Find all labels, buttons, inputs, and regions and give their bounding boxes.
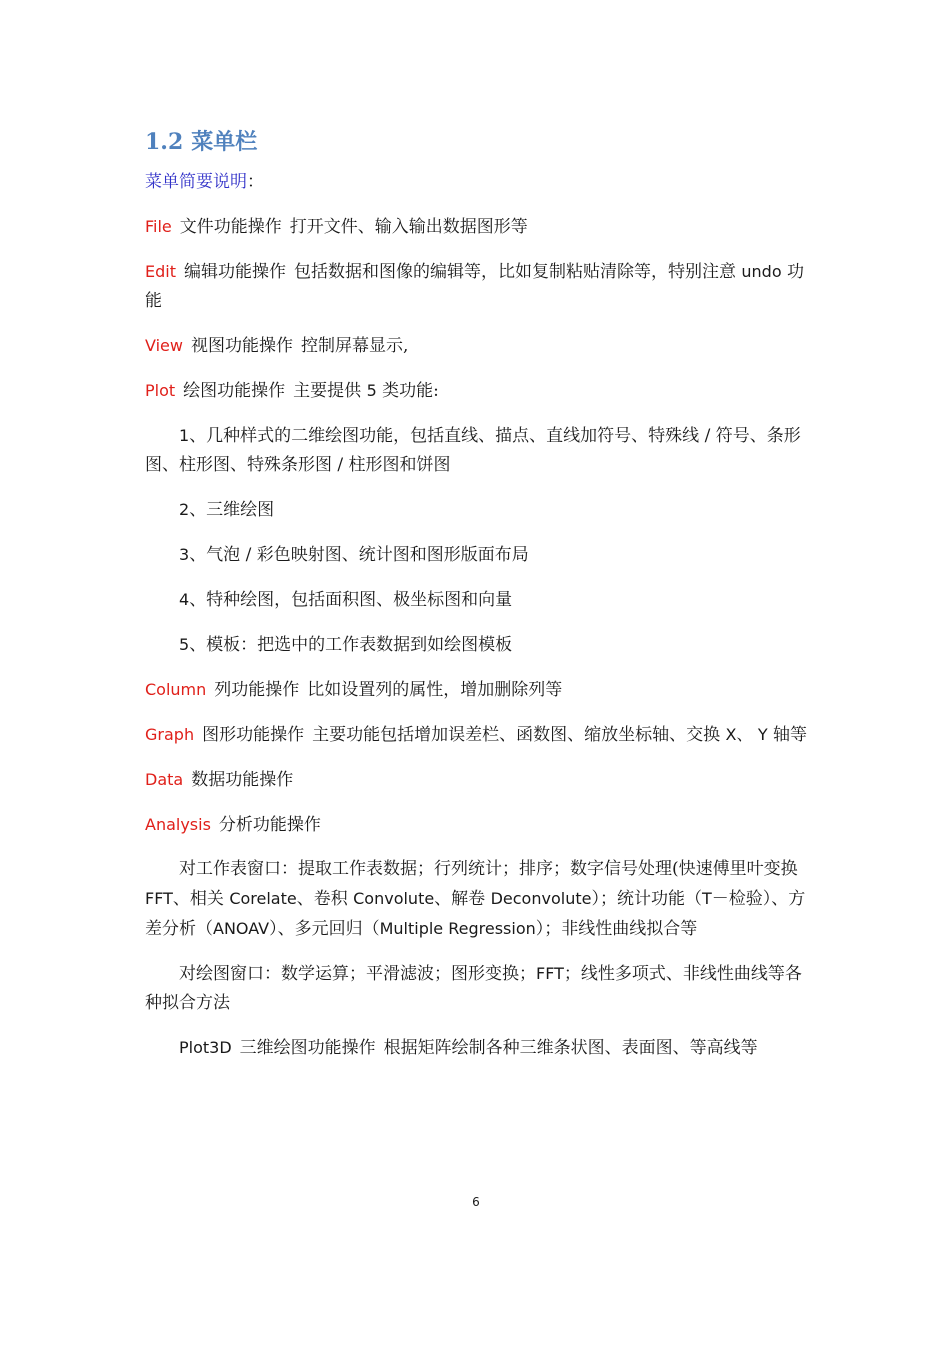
menu-plot-desc-num: 5 — [366, 381, 377, 400]
analysis-ws-fft: FFT — [145, 889, 173, 908]
analysis-ws-text-7: ）、多元回归（ — [269, 919, 380, 939]
menu-graph-entry — [145, 720, 810, 750]
plot-item-4 — [145, 585, 810, 615]
menu-column-entry — [145, 675, 810, 705]
menu-plot-entry — [145, 376, 810, 406]
menu-edit-desc: 包括数据和图像的编辑等，比如复制粘贴清除等，特别注意 — [293, 262, 736, 282]
section-number: 1.2 — [145, 129, 184, 155]
menu-edit-undo: undo — [741, 262, 782, 281]
menu-keyword-graph: Graph — [145, 725, 195, 744]
analysis-ws-text-8: ）；非线性曲线拟合等 — [535, 919, 698, 939]
menu-view-desc: 控制屏幕显示, — [300, 336, 409, 356]
analysis-ws-deconvolute: Deconvolute — [490, 889, 592, 908]
plot-item-2 — [145, 495, 810, 525]
menu-analysis-name: 分析功能操作 — [218, 815, 321, 835]
plot3d-keyword: Plot3D — [179, 1038, 232, 1057]
menu-edit-name: 编辑功能操作 — [183, 262, 286, 282]
section-title: 菜单栏 — [191, 129, 258, 155]
menu-file-entry — [145, 212, 810, 242]
analysis-ws-regression: Multiple Regression — [379, 919, 536, 938]
menu-keyword-analysis: Analysis — [145, 815, 211, 834]
menu-keyword-column: Column — [145, 680, 207, 699]
plot-item-1-text: 、几种样式的二维绘图功能，包括直线、描点、直线加符号、特殊线 / 符号、条形图、柱形图、特殊条形图 / 柱形图和饼图 — [145, 426, 801, 475]
menu-plot-desc-pre: 主要提供 — [293, 381, 362, 401]
analysis-graph-text-1: 对绘图窗口：数学运算；平滑滤波；图形变换； — [179, 964, 536, 984]
menu-data-name: 数据功能操作 — [191, 770, 294, 790]
analysis-ws-corelate: Corelate — [229, 889, 297, 908]
section-heading — [145, 128, 810, 156]
menu-view-entry — [145, 331, 810, 361]
plot-item-4-text: 、特种绘图，包括面积图、极坐标图和向量 — [189, 590, 513, 610]
menu-plot-name: 绘图功能操作 — [183, 381, 286, 401]
analysis-ws-anoav: ANOAV — [213, 919, 270, 938]
analysis-worksheet-paragraph — [145, 855, 810, 944]
analysis-graph-fft: FFT — [536, 964, 564, 983]
menu-graph-y: Y — [757, 725, 768, 744]
plot-item-3 — [145, 540, 810, 570]
analysis-ws-text-4: 、解卷 — [434, 889, 486, 909]
menu-summary-heading — [145, 168, 810, 197]
menu-edit-desc-tail: 功能 — [145, 262, 805, 311]
menu-graph-x: X、 — [725, 725, 753, 744]
menu-analysis-entry — [145, 810, 810, 840]
menu-keyword-data: Data — [145, 770, 184, 789]
menu-keyword-view: View — [145, 336, 183, 355]
menu-keyword-file: File — [145, 217, 172, 236]
menu-keyword-plot: Plot — [145, 381, 176, 400]
menu-graph-desc: 主要功能包括增加误差栏、函数图、缩放坐标轴、交换 — [312, 725, 721, 745]
menu-data-entry — [145, 765, 810, 795]
menu-column-desc: 比如设置列的属性，增加删除列等 — [307, 680, 563, 700]
plot-item-3-text: 、气泡 / 彩色映射图、统计图和图形版面布局 — [189, 545, 529, 565]
analysis-ws-text-1: 对工作表窗口：提取工作表数据；行列统计；排序；数字信号处理(快速傅里叶变换 — [179, 859, 798, 879]
plot-item-5-text: 、模板：把选中的工作表数据到如绘图模板 — [189, 635, 513, 655]
plot-item-3-num: 3 — [179, 545, 190, 564]
plot3d-name: 三维绘图功能操作 — [239, 1038, 376, 1058]
plot3d-desc: 根据矩阵绘制各种三维条状图、表面图、等高线等 — [383, 1038, 758, 1058]
analysis-graph-paragraph — [145, 959, 810, 1018]
menu-column-name: 列功能操作 — [214, 680, 300, 700]
menu-file-name: 文件功能操作 — [179, 217, 282, 237]
analysis-ws-text-5: ）；统计功能（ — [591, 889, 702, 909]
plot-item-1 — [145, 421, 810, 480]
menu-file-desc: 打开文件、输入输出数据图形等 — [289, 217, 528, 237]
menu-keyword-edit: Edit — [145, 262, 176, 281]
menu-graph-name: 图形功能操作 — [202, 725, 305, 745]
analysis-ws-text-6: －检验）、方差分析（ — [145, 889, 806, 939]
analysis-ws-text-2: 、相关 — [172, 889, 224, 909]
page-content — [145, 128, 810, 1078]
plot-item-5 — [145, 630, 810, 660]
plot-item-5-num: 5 — [179, 635, 190, 654]
plot-item-4-num: 4 — [179, 590, 190, 609]
menu-plot-desc-post: 类功能: — [382, 381, 439, 401]
page-number: 6 — [472, 1195, 480, 1209]
menu-view-name: 视图功能操作 — [190, 336, 293, 356]
menu-summary-text: 菜单简要说明 — [145, 172, 247, 192]
analysis-ws-convolute: Convolute — [353, 889, 435, 908]
plot3d-paragraph — [145, 1033, 810, 1063]
plot-item-1-num: 1 — [179, 426, 190, 445]
plot-item-2-num: 2 — [179, 500, 190, 519]
analysis-ws-text-3: 、卷积 — [296, 889, 348, 909]
menu-summary-colon: ： — [247, 172, 264, 192]
analysis-ws-ttest: T — [701, 889, 712, 908]
menu-graph-desc-tail: 轴等 — [773, 725, 808, 745]
menu-edit-entry — [145, 257, 810, 316]
plot-item-2-text: 、三维绘图 — [189, 500, 275, 520]
analysis-graph-text-2: ；线性多项式、非线性曲线等各种拟合方法 — [145, 964, 802, 1013]
